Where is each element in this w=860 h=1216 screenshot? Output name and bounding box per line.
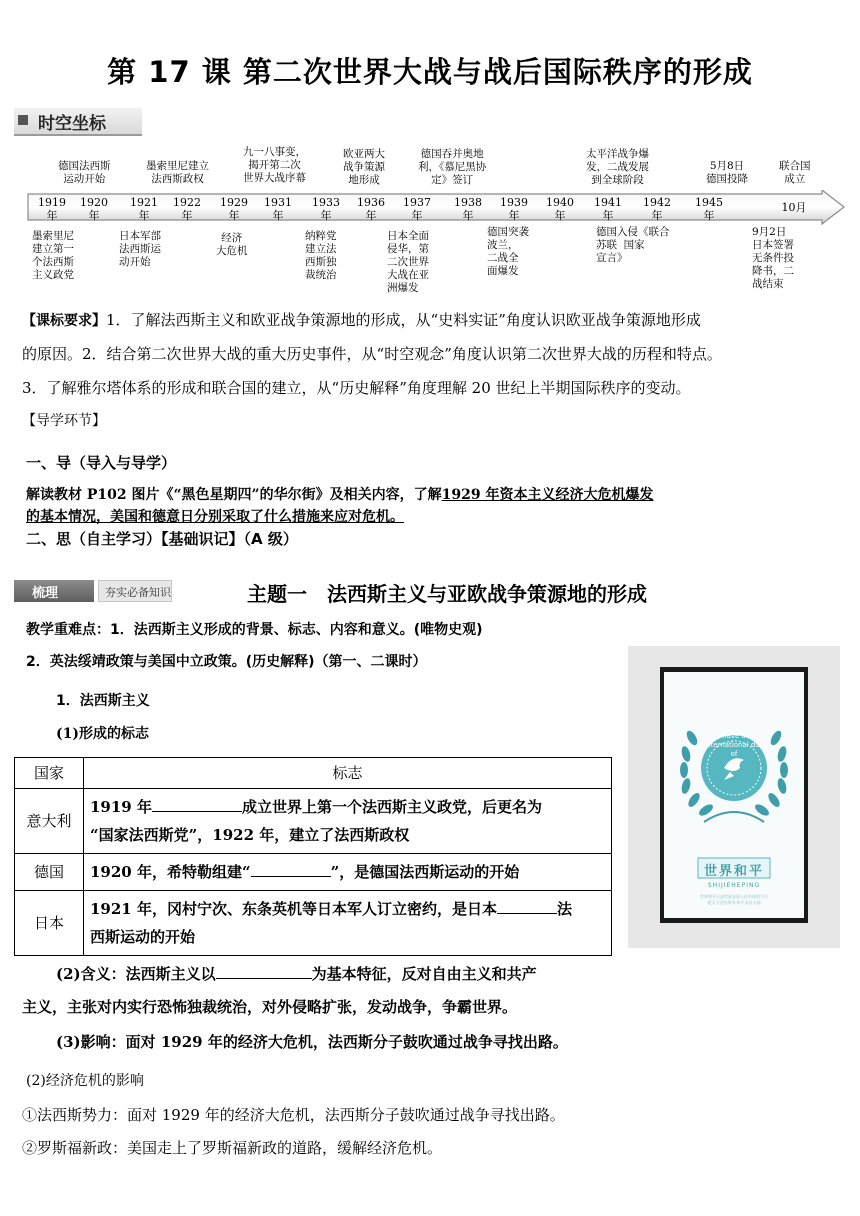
timeline-event: 9月2日 日本签署 无条件投 降书，二 战结束 (752, 226, 794, 290)
step1-text (26, 484, 653, 506)
guide-label: 【导学环节】 (22, 413, 106, 429)
timeline-event: 德国法西斯 运动开始 (58, 160, 111, 185)
curriculum-line-2: 的原因。2．结合第二次世界大战的重大历史事件，从“时空观念”角度认识第二次世界大战的历程和特点。 (22, 345, 722, 363)
timeline-year: 1936 年 (357, 196, 385, 222)
banner-square-icon (18, 115, 28, 125)
timeline-year: 1938 年 (454, 196, 482, 222)
curriculum-text: 1．了解法西斯主义和欧亚战争策源地的形成，从“史料实证”角度认识欧亚战争策源地形成 (106, 311, 701, 329)
timeline-year: 1939 年 (500, 196, 528, 222)
table-header: 国家 (15, 758, 84, 789)
cell-text: 1920 年，希特勒组建“ (90, 863, 251, 881)
table-header: 标志 (84, 758, 612, 789)
timeline-event: 经济 大危机 (216, 232, 248, 257)
timeline-event: 德国入侵《联合 苏联 国家 宣言》 (596, 226, 670, 264)
cell-text: 法 (556, 900, 572, 918)
timeline-year: 1929 年 (220, 196, 248, 222)
step1-text-b: 1929 年资本主义经济大危机爆发 (441, 487, 654, 503)
poster-pinyin: SHIJIEHEPING (707, 882, 761, 889)
meaning-line-2: 主义，主张对内实行恐怖独裁统治，对外侵略扩张，发动战争，争霸世界。 (22, 998, 518, 1016)
curriculum-line-3: 3．了解雅尔塔体系的形成和联合国的建立，从“历史解释”角度理解 20 世纪上半期国际秩序的变动。 (22, 379, 691, 397)
timeline-year: 1937 年 (403, 196, 431, 222)
timeline-event: 欧亚两大 战争策源 地形成 (343, 148, 385, 186)
marks-table (14, 757, 612, 956)
timeline-year: 1922 年 (173, 196, 201, 222)
timeline-event: 5月8日 德国投降 (706, 160, 748, 185)
curriculum-line-1 (22, 309, 701, 332)
poster-small-text: 世界和平日是世界各国人民共同的节日 (700, 894, 768, 899)
step1-text-a: 解读教材 P102 图片《“黑色星期四”的华尔街》及相关内容，了解 (26, 487, 442, 503)
timeline-year: 1919 年 (38, 196, 66, 222)
banner-light-label: 夯实必备知识 (105, 586, 171, 599)
timeline-year: 1933 年 (312, 196, 340, 222)
section-banner-timeline (14, 108, 142, 136)
meaning-text-b: 为基本特征，反对自由主义和共产 (311, 965, 537, 983)
section-banner-review (14, 580, 172, 602)
section-banner-label: 时空坐标 (38, 114, 106, 134)
cell-text: “国家法西斯党”，1922 年，建立了法西斯政权 (90, 826, 410, 844)
cell-text: 成立世界上第一个法西斯主义政党，后更名为 (241, 798, 542, 816)
timeline-year: 1940 年 (546, 196, 574, 222)
timeline-event: 墨索里尼 建立第一 个法西斯 主义政党 (32, 230, 74, 281)
key-points-line-1: 教学重难点：1．法西斯主义形成的背景、标志、内容和意义。(唯物史观) (26, 622, 483, 638)
fill-blank[interactable] (497, 899, 557, 914)
subheading-fascism: 1．法西斯主义 (56, 693, 150, 709)
timeline-event: 日本全面 侵华，第 二次世界 大战在亚 洲爆发 (387, 230, 429, 294)
meaning-text-a: (2)含义：法西斯主义以 (56, 965, 216, 983)
table-row (15, 854, 612, 891)
crisis-heading: (2)经济危机的影响 (26, 1073, 144, 1089)
timeline-year: 1921 年 (130, 196, 158, 222)
subheading-marks: (1)形成的标志 (56, 726, 149, 742)
table-cell-country: 日本 (15, 891, 84, 956)
poster-cn-title: 世界和平 (703, 864, 764, 879)
fill-blank[interactable] (251, 862, 331, 877)
timeline-event: 德国突袭 波兰， 二战全 面爆发 (487, 226, 529, 277)
cell-text: ”，是德国法西斯运动的开始 (330, 863, 520, 881)
table-row (15, 789, 612, 854)
timeline-year: 1920 年 (80, 196, 108, 222)
key-points-line-2: 2．英法绥靖政策与美国中立政策。(历史解释)（第一、二课时） (26, 654, 427, 670)
step1-heading: 一、导（导入与导学） (26, 454, 177, 472)
poster-small-text: 愿天下没有战争 和平永驻人间 (707, 900, 761, 905)
timeline-year: 1945 年 (695, 196, 723, 222)
topic-title: 主题一 法西斯主义与亚欧战争策源地的形成 (247, 582, 647, 606)
timeline-year: 1942 年 (643, 196, 671, 222)
banner-dark-label: 梳理 (32, 586, 59, 601)
timeline-year: 10月 (781, 201, 807, 214)
table-header-row (15, 758, 612, 789)
table-cell-mark (84, 854, 612, 891)
timeline-year: 1931 年 (264, 196, 292, 222)
poster-canvas (664, 672, 804, 918)
meaning-line-1 (56, 963, 537, 985)
curriculum-label: 【课标要求】 (22, 313, 106, 329)
timeline-event: 联合国 成立 (779, 160, 811, 185)
timeline (0, 140, 860, 294)
banner-dark-tab (14, 580, 94, 602)
banner-light-tab (98, 580, 172, 602)
fill-blank[interactable] (152, 797, 242, 812)
timeline-event: 纳粹党 建立法 西斯独 裁统治 (305, 230, 337, 281)
cell-text: 西斯运动的开始 (90, 928, 196, 946)
timeline-event: 德国吞并奥地 利，《慕尼黑协 定》签订 (418, 148, 487, 186)
table-cell-mark (84, 789, 612, 854)
table-row (15, 891, 612, 956)
influence-line: (3)影响：面对 1929 年的经济大危机，法西斯分子鼓吹通过战争寻找出路。 (56, 1033, 568, 1051)
crisis-item-2: ②罗斯福新政：美国走上了罗斯福新政的道路，缓解经济危机。 (22, 1139, 443, 1157)
timeline-event: 九一八事变， 揭开第二次 世界大战序幕 (243, 146, 306, 184)
table-cell-mark (84, 891, 612, 956)
table-cell-country: 德国 (15, 854, 84, 891)
step2-heading: 二、思（自主学习）【基础识记】（A 级） (26, 530, 298, 548)
fill-blank[interactable] (216, 964, 312, 979)
timeline-event: 墨索里尼建立 法西斯政权 (146, 160, 209, 185)
timeline-event: 太平洋战争爆 发，二战发展 到全球阶段 (586, 148, 649, 186)
cell-text: 1919 年 (90, 798, 152, 816)
table-cell-country: 意大利 (15, 789, 84, 854)
step1-text-c: 的基本情况，美国和德意日分别采取了什么措施来应对危机。 (26, 509, 404, 525)
timeline-event: 日本军部 法西斯运 动开始 (119, 230, 161, 268)
crisis-item-1: ①法西斯势力：面对 1929 年的经济大危机，法西斯分子鼓吹通过战争寻找出路。 (22, 1106, 565, 1124)
page-title: 第 17 课 第二次世界大战与战后国际秩序的形成 (107, 55, 753, 89)
poster-ring-text: have a international day of (704, 732, 764, 758)
timeline-year: 1941 年 (594, 196, 622, 222)
cell-text: 1921 年，冈村宁次、东条英机等日本军人订立密约，是日本 (90, 900, 497, 918)
